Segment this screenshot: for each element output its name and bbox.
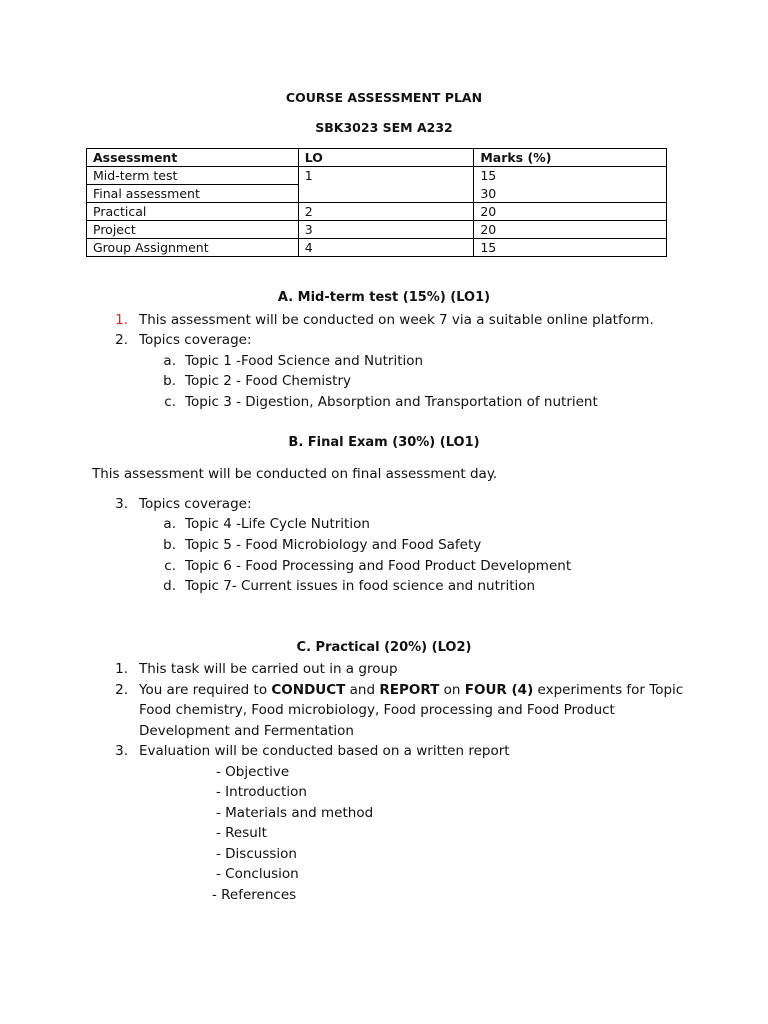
cell-assessment: Mid-term test (87, 167, 299, 185)
section-b-sub-item: Topic 4 -Life Cycle Nutrition (185, 516, 370, 532)
section-a-heading: A. Mid-term test (15%) (LO1) (277, 290, 491, 305)
document-subtitle: SBK3023 SEM A232 (315, 120, 453, 135)
cell-marks: 15 (474, 239, 667, 257)
cell-assessment: Group Assignment (87, 239, 299, 257)
table-header-row (87, 149, 667, 167)
section-a-sub-item: Topic 1 -Food Science and Nutrition (185, 353, 424, 369)
cell-lo: 3 (298, 221, 474, 239)
report-part-item: - References (212, 887, 297, 903)
table-row (87, 221, 667, 239)
section-a-item1: This assessment will be conducted on week 7 via a suitable online platform. (139, 312, 654, 328)
table-row (87, 203, 667, 221)
cell-assessment: Final assessment (87, 185, 299, 203)
table-row (87, 239, 667, 257)
cell-marks: 20 (474, 221, 667, 239)
section-b-heading: B. Final Exam (30%) (LO1) (288, 435, 480, 450)
cell-lo: 1 (298, 167, 474, 185)
section-a-sub-item: Topic 3 - Digestion, Absorption and Transportation of nutrient (185, 394, 598, 410)
header-marks: Marks (%) (474, 149, 667, 167)
text-run: You are required to (139, 682, 272, 698)
section-a-item2-number: 2. (115, 332, 128, 348)
table-row (87, 185, 667, 203)
text-run: experiments for Topic (533, 682, 684, 698)
section-c-item1: This task will be carried out in a group (139, 661, 398, 677)
section-a-sub-label: c. (164, 394, 176, 410)
section-a-sub-label: a. (163, 353, 176, 369)
cell-marks: 30 (474, 185, 667, 203)
cell-marks: 20 (474, 203, 667, 221)
emphasis-report: REPORT (379, 682, 440, 698)
header-lo: LO (298, 149, 474, 167)
section-c-item2-number: 2. (115, 682, 128, 698)
cell-assessment: Practical (87, 203, 299, 221)
section-c-item3: Evaluation will be conducted based on a written report (139, 743, 510, 759)
cell-lo (298, 185, 474, 203)
report-part-item: - Discussion (216, 846, 297, 862)
section-c-item2-line3: Development and Fermentation (139, 723, 354, 739)
section-a-item1-number: 1. (115, 312, 128, 328)
cell-marks: 15 (474, 167, 667, 185)
cell-lo: 2 (298, 203, 474, 221)
section-c-item1-number: 1. (115, 661, 128, 677)
section-b-sub-item: Topic 5 - Food Microbiology and Food Safety (185, 537, 482, 553)
report-part-item: - Objective (216, 764, 290, 780)
section-b-item3: Topics coverage: (139, 496, 252, 512)
section-a-sub-item: Topic 2 - Food Chemistry (185, 373, 352, 389)
report-part-item: - Materials and method (216, 805, 374, 821)
section-b-item3-number: 3. (115, 496, 128, 512)
section-b-intro: This assessment will be conducted on final assessment day. (92, 466, 498, 482)
assessment-table (86, 148, 667, 257)
header-assessment: Assessment (87, 149, 299, 167)
section-a-item2: Topics coverage: (139, 332, 252, 348)
text-run: on (439, 682, 465, 698)
section-c-item2-line2: Food chemistry, Food microbiology, Food processing and Food Product (139, 702, 615, 718)
section-b-sub-label: d. (163, 578, 176, 594)
section-b-sub-label: a. (163, 516, 176, 532)
table-row (87, 167, 667, 185)
section-c-item2 (139, 680, 683, 700)
report-part-item: - Result (216, 825, 267, 841)
section-b-sub-label: c. (164, 558, 176, 574)
report-part-item: - Introduction (216, 784, 307, 800)
section-b-sub-label: b. (163, 537, 176, 553)
cell-assessment: Project (87, 221, 299, 239)
text-run: and (345, 682, 380, 698)
section-b-sub-item: Topic 7- Current issues in food science and nutrition (185, 578, 536, 594)
document-title: COURSE ASSESSMENT PLAN (285, 90, 483, 105)
section-b-sub-item: Topic 6 - Food Processing and Food Product Development (185, 558, 572, 574)
section-c-heading: C. Practical (20%) (LO2) (296, 640, 472, 655)
report-part-item: - Conclusion (216, 866, 299, 882)
cell-lo: 4 (298, 239, 474, 257)
emphasis-four: FOUR (4) (464, 682, 534, 698)
section-a-sub-label: b. (163, 373, 176, 389)
emphasis-conduct: CONDUCT (271, 682, 346, 698)
section-c-item3-number: 3. (115, 743, 128, 759)
